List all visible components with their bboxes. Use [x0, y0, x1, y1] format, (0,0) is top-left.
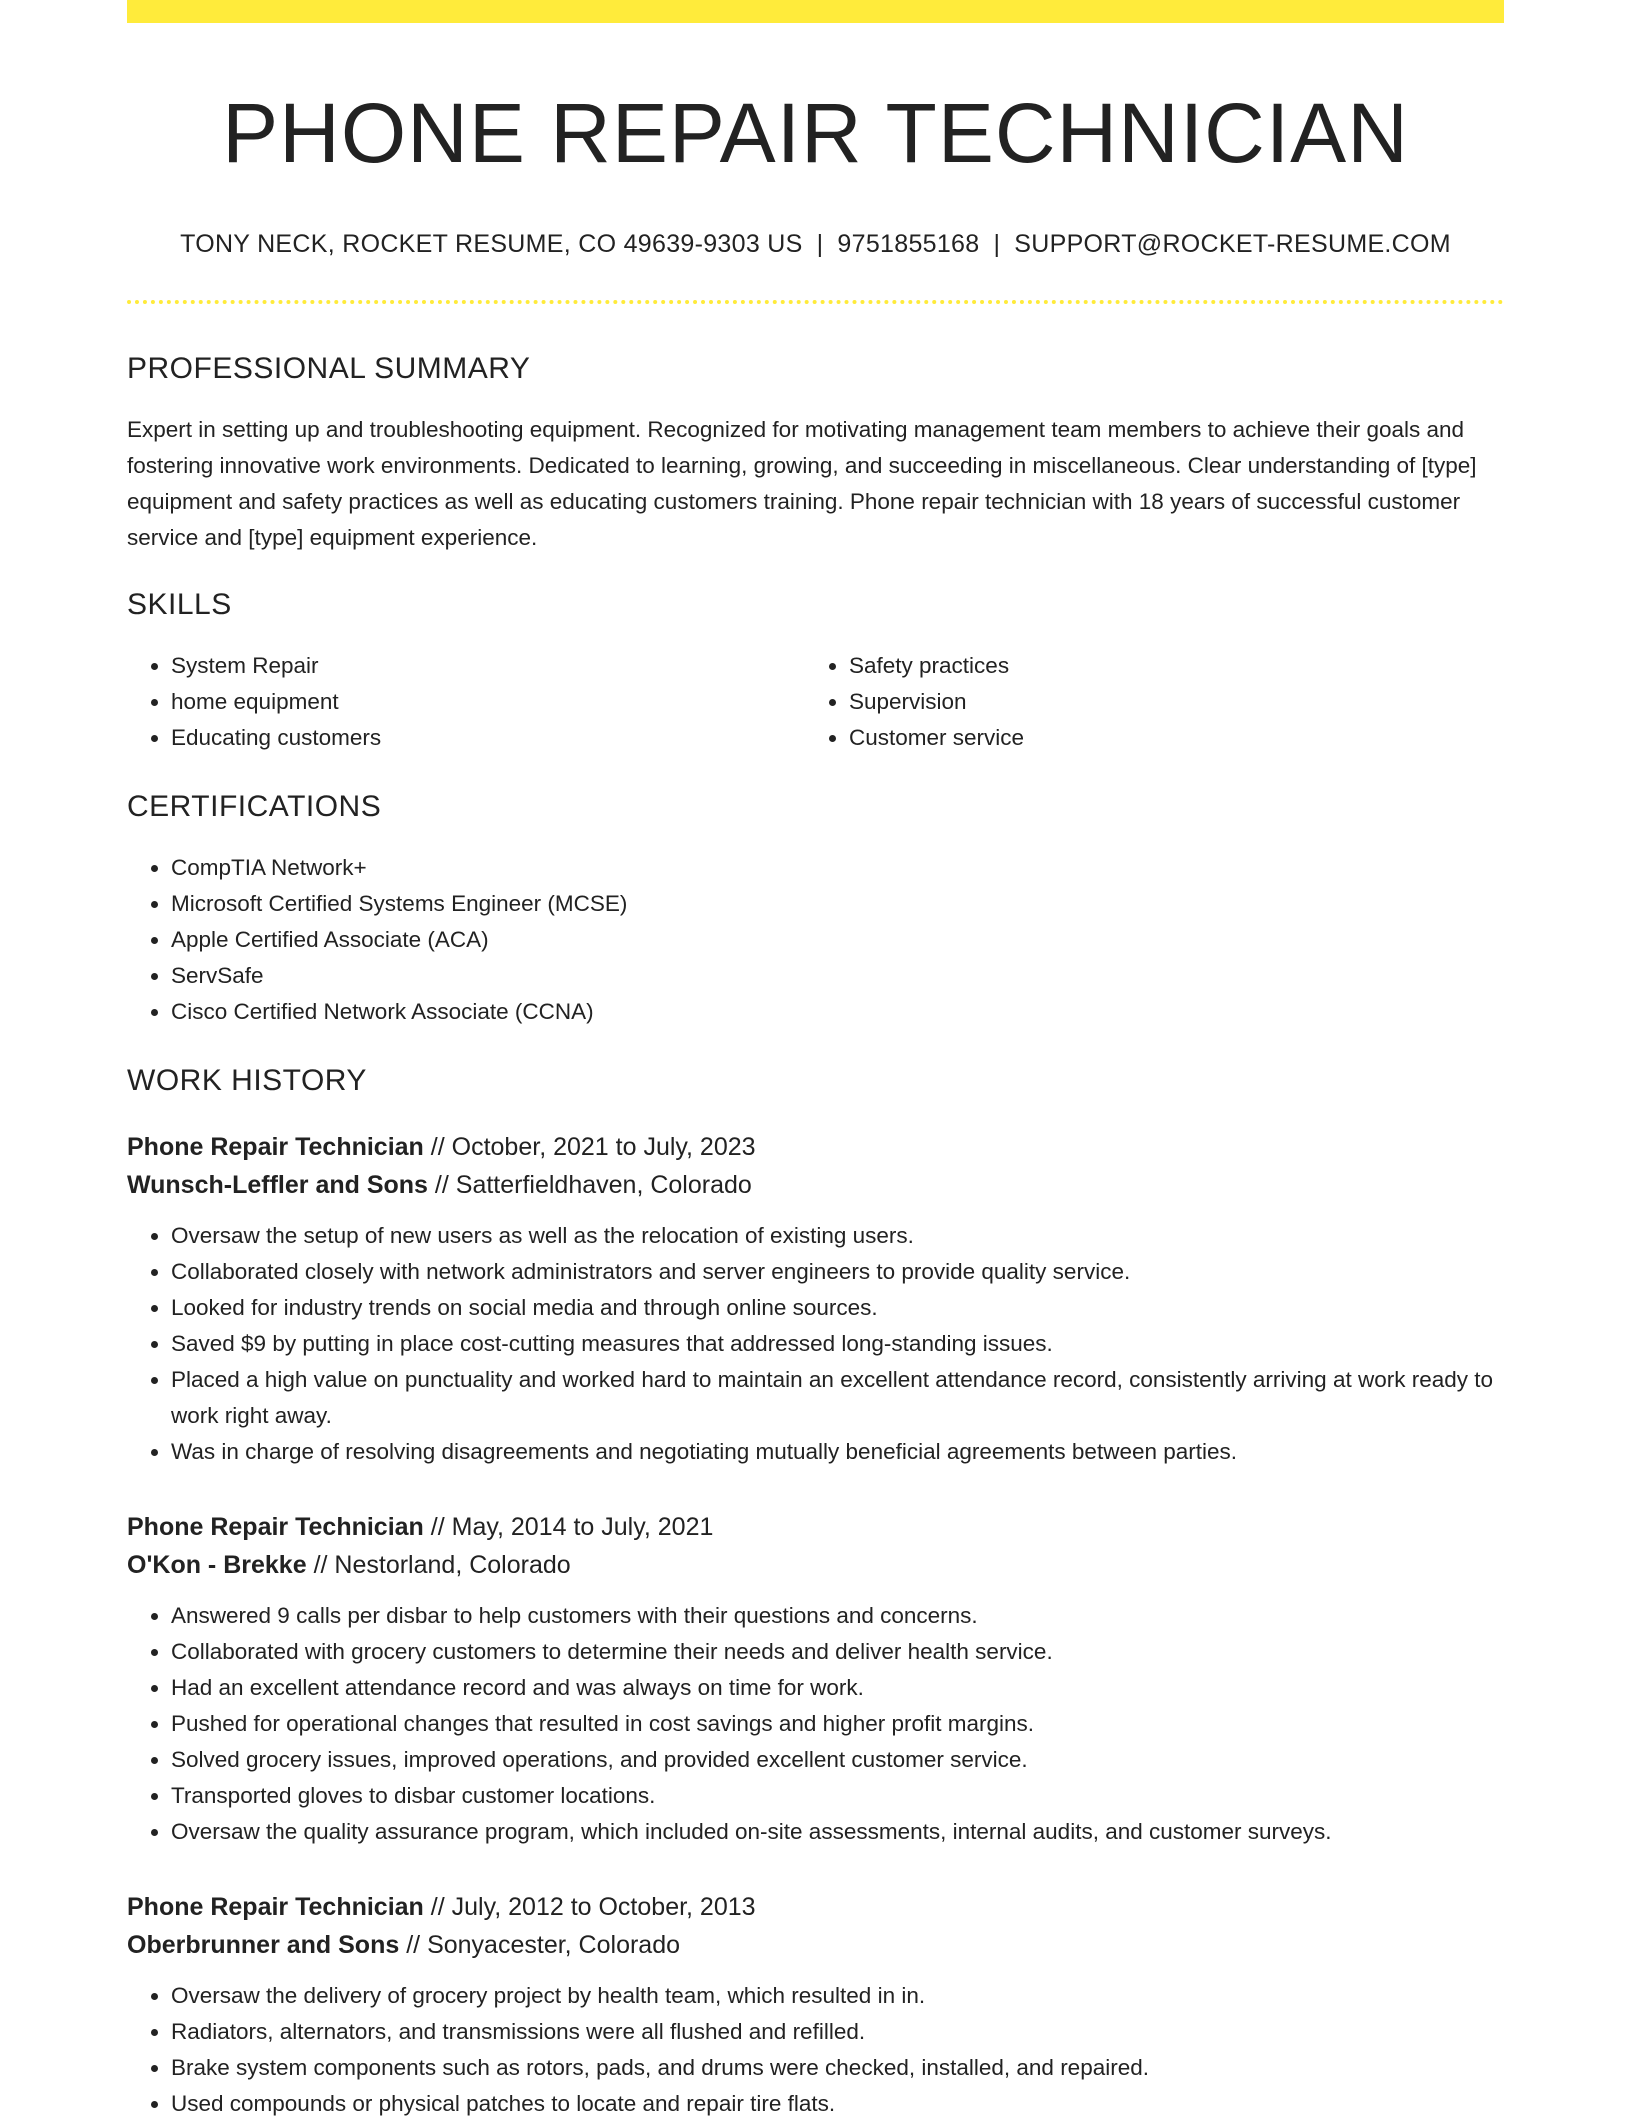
job-title: Phone Repair Technician [127, 1892, 424, 1921]
contact-line [127, 230, 1504, 259]
job-location: Nestorland, Colorado [334, 1550, 571, 1579]
job-location: Sonyacester, Colorado [427, 1930, 681, 1959]
job-duty: • Oversaw the quality assurance program, which included on-site assessments, internal audits, and customer surveys. [171, 1814, 1504, 1850]
job-company: O'Kon - Brekke [127, 1550, 307, 1579]
job-duty: • Radiators, alternators, and transmissions were all flushed and refilled. [171, 2014, 1504, 2050]
job-separator: // [313, 1550, 328, 1579]
skills-right-column [805, 648, 1483, 756]
job-duty: • Solved grocery issues, improved operations, and provided excellent customer service. [171, 1742, 1504, 1778]
certification-item: • Apple Certified Associate (ACA) [171, 922, 1504, 958]
job-duty: • Brake system components such as rotors, pads, and drums were checked, installed, and repaired. [171, 2050, 1504, 2086]
skill-item: • Educating customers [171, 720, 805, 756]
job-duty: • Collaborated closely with network administrators and server engineers to provide quality service. [171, 1254, 1504, 1290]
skills-grid [127, 648, 1504, 756]
job-duties-list [127, 1218, 1504, 1470]
certifications-heading: CERTIFICATIONS [127, 789, 382, 823]
job-entry [127, 1508, 1504, 1850]
work-history-heading: WORK HISTORY [127, 1063, 367, 1097]
job-company-line [127, 1546, 1504, 1584]
job-duty: • Had an excellent attendance record and was always on time for work. [171, 1670, 1504, 1706]
job-separator: // [430, 1132, 445, 1161]
dotted-divider [127, 300, 1504, 304]
job-duty: • Oversaw the delivery of grocery project by health team, which resulted in in. [171, 1978, 1504, 2014]
job-duty: • Pushed for operational changes that resulted in cost savings and higher profit margins. [171, 1706, 1504, 1742]
contact-phone: 9751855168 [837, 229, 980, 258]
skill-item: • Supervision [849, 684, 1483, 720]
skill-item: • home equipment [171, 684, 805, 720]
job-dates: July, 2012 to October, 2013 [451, 1892, 756, 1921]
job-duty: • Saved $9 by putting in place cost-cutting measures that addressed long-standing issues. [171, 1326, 1504, 1362]
job-duties-list [127, 1978, 1504, 2122]
skills-left-column [127, 648, 805, 756]
job-title: Phone Repair Technician [127, 1132, 424, 1161]
job-company-line [127, 1926, 1504, 1964]
certification-item: • Microsoft Certified Systems Engineer (MCSE) [171, 886, 1504, 922]
job-entry [127, 1128, 1504, 1470]
job-entry [127, 1888, 1504, 2122]
accent-top-bar [127, 0, 1504, 23]
certification-item: • CompTIA Network+ [171, 850, 1504, 886]
contact-email: SUPPORT@ROCKET-RESUME.COM [1014, 229, 1451, 258]
job-separator: // [430, 1512, 445, 1541]
job-duty: • Used compounds or physical patches to locate and repair tire flats. [171, 2086, 1504, 2122]
summary-text: Expert in setting up and troubleshooting equipment. Recognized for motivating management team members to achieve their goals and fostering innovative work environments. Dedicated to learning, growing, and succeeding in miscellaneous. Clear understanding of [type] equipment and safety practices as well as educating customers training. Phone repair technician with 18 years of successful customer service and [type] equipment experience. [127, 416, 1477, 550]
job-title-line [127, 1888, 1504, 1926]
skill-item: • Safety practices [849, 648, 1483, 684]
job-duty: • Looked for industry trends on social media and through online sources. [171, 1290, 1504, 1326]
job-duties-list [127, 1598, 1504, 1850]
contact-separator: | [816, 229, 824, 258]
job-title: Phone Repair Technician [127, 1512, 424, 1541]
skill-item: • System Repair [171, 648, 805, 684]
job-company: Oberbrunner and Sons [127, 1930, 400, 1959]
contact-separator: | [993, 229, 1001, 258]
job-company-line [127, 1166, 1504, 1204]
job-separator: // [430, 1892, 445, 1921]
job-duty: • Placed a high value on punctuality and worked hard to maintain an excellent attendance record, consistently arriving at work ready to work right away. [171, 1362, 1504, 1434]
resume-title: PHONE REPAIR TECHNICIAN [222, 86, 1409, 180]
summary-heading: PROFESSIONAL SUMMARY [127, 351, 531, 385]
job-dates: October, 2021 to July, 2023 [451, 1132, 756, 1161]
contact-address: TONY NECK, ROCKET RESUME, CO 49639-9303 US [180, 229, 803, 258]
job-title-line [127, 1128, 1504, 1166]
job-duty: • Transported gloves to disbar customer locations. [171, 1778, 1504, 1814]
job-duty: • Collaborated with grocery customers to determine their needs and deliver health service. [171, 1634, 1504, 1670]
job-duty: • Oversaw the setup of new users as well as the relocation of existing users. [171, 1218, 1504, 1254]
certification-item: • ServSafe [171, 958, 1504, 994]
skills-heading: SKILLS [127, 587, 232, 621]
job-separator: // [406, 1930, 421, 1959]
job-location: Satterfieldhaven, Colorado [455, 1170, 752, 1199]
job-title-line [127, 1508, 1504, 1546]
job-duty: • Answered 9 calls per disbar to help customers with their questions and concerns. [171, 1598, 1504, 1634]
job-separator: // [434, 1170, 449, 1199]
certification-item: • Cisco Certified Network Associate (CCNA) [171, 994, 1504, 1030]
job-dates: May, 2014 to July, 2021 [451, 1512, 714, 1541]
resume-page [127, 0, 1504, 2122]
certifications-list [127, 850, 1504, 1030]
job-company: Wunsch-Leffler and Sons [127, 1170, 428, 1199]
job-duty: • Was in charge of resolving disagreements and negotiating mutually beneficial agreements between parties. [171, 1434, 1504, 1470]
skill-item: • Customer service [849, 720, 1483, 756]
